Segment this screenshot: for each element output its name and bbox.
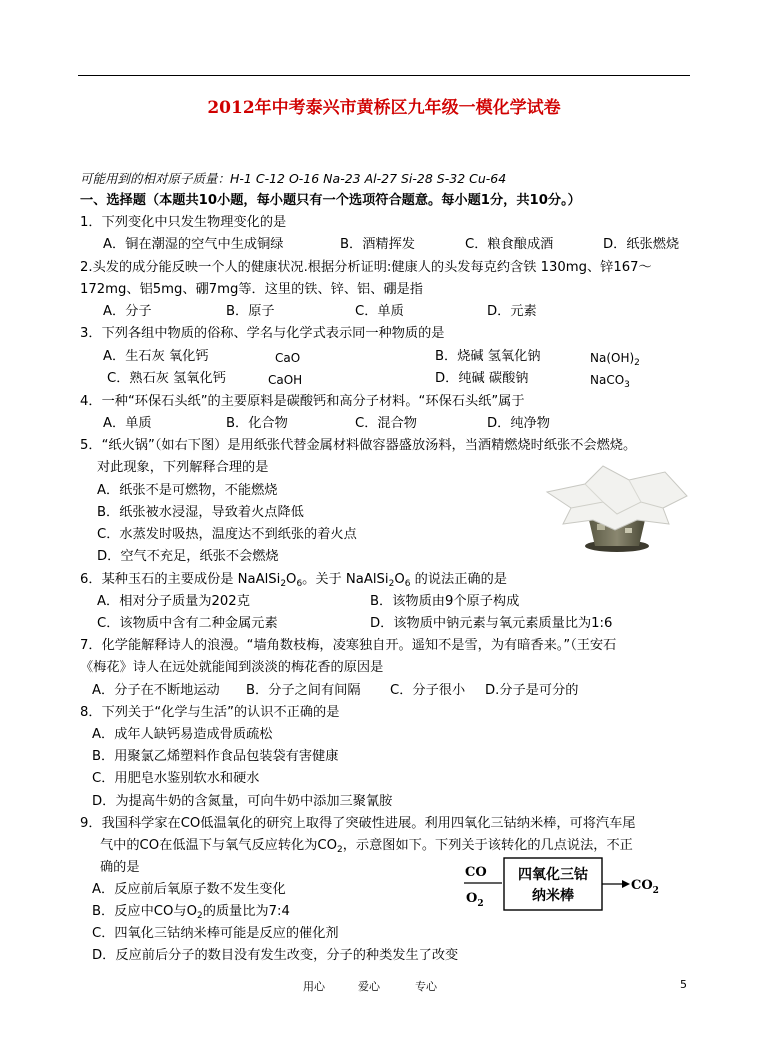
q3-option-d-formula: NaCO$_3$ [590,373,630,390]
q6-option-c: C．该物质中含有二种金属元素 [97,616,278,631]
q7-option-c: C．分子很小 [390,683,466,698]
q6-option-a: A．相对分子质量为202克 [97,594,250,609]
q2-option-d: D．元素 [487,304,537,319]
q5-option-d: D．空气不充足，纸张不会燃烧 [97,549,279,564]
q9-option-a: A．反应前后氧原子数不发生变化 [92,882,286,897]
reaction-diagram [462,856,694,918]
exam-title: 2012年中考泰兴市黄桥区九年级一模化学试卷 [207,98,561,118]
q8-option-a: A．成年人缺钙易造成骨质疏松 [92,727,273,742]
header-rule [78,75,690,76]
q5-option-c: C．水蒸发时吸热，温度达不到纸张的着火点 [97,527,357,542]
q9-line3: 确的是 [100,860,140,875]
q3-option-c: C．熟石灰 氢氧化钙 [107,371,226,386]
q8-option-d: D．为提高牛奶的含氮量，可向牛奶中添加三聚氰胺 [92,794,393,809]
q5-line1: 5．“纸火锅”（如右下图）是用纸张代替金属材料做容器盛放汤料，当酒精燃烧时纸张不会燃烧。 [80,438,637,453]
q2-option-a: A．分子 [103,304,152,319]
catalyst-label-2: 纳米棒 [532,888,574,904]
q1-stem: 1．下列变化中只发生物理变化的是 [80,215,287,230]
q3-stem: 3．下列各组中物质的俗称、学名与化学式表示同一种物质的是 [80,326,445,341]
q3-option-a-formula: CaO [275,351,301,365]
q7-line1: 7．化学能解释诗人的浪漫。“墙角数枝梅，凌寒独自开。遥知不是雪，为有暗香来。”（王安石 [80,638,617,653]
atomic-masses: 可能用到的相对原子质量：H-1 C-12 O-16 Na-23 Al-27 Si-28 S-32 Cu-64 [80,171,507,186]
q5-option-a: A．纸张不是可燃物，不能燃烧 [97,483,278,498]
footer-text-2: 爱心 [358,980,380,993]
q2-line2: 172mg、铝5mg、硼7mg等．这里的铁、锌、铝、硼是指 [80,282,423,297]
q3-option-c-formula: CaOH [268,373,303,387]
q9-line2: 气中的CO在低温下与氧气反应转化为$CO_2$，示意图如下。下列关于该转化的几点说法，不正 [100,838,633,855]
q9-line1: 9．我国科学家在CO低温氧化的研究上取得了突破性进展。利用四氧化三钴纳米棒，可将汽车尾 [80,816,636,831]
q4-option-b: B．化合物 [226,416,288,431]
footer-text-3: 专心 [415,980,437,993]
q5-line2: 对此现象，下列解释合理的是 [97,460,269,475]
q9-option-b: B．反应中CO与$O_2$的质量比为7:4 [92,904,290,921]
section-heading: 一、选择题（本题共10小题，每小题只有一个选项符合题意。每小题1分，共10分。） [80,193,581,208]
footer-text-1: 用心 [303,980,325,993]
q6-stem: 6．某种玉石的主要成份是 $NaAlSi_2O_6$。关于 $NaAlSi_2O_6$ 的说法正确的是 [80,572,507,589]
q4-stem: 4．一种“环保石头纸”的主要原料是碳酸钙和高分子材料。“环保石头纸”属于 [80,394,525,409]
q8-option-b: B．用聚氯乙烯塑料作食品包装袋有害健康 [92,749,339,764]
q7-line2: 《梅花》诗人在远处就能闻到淡淡的梅花香的原因是 [80,660,384,675]
q3-option-a: A．生石灰 氧化钙 [103,349,209,364]
q4-option-c: C．混合物 [355,416,417,431]
q7-option-a: A．分子在不断地运动 [92,683,220,698]
q5-option-b: B．纸张被水浸湿，导致着火点降低 [97,505,304,520]
reactant-o2: $O_2$ [466,891,484,909]
q1-option-c: C．粮食酿成酒 [465,237,554,252]
q9-option-c: C．四氧化三钴纳米棒可能是反应的催化剂 [92,926,339,941]
q7-option-b: B．分子之间有间隔 [246,683,361,698]
q8-stem: 8．下列关于“化学与生活”的认识不正确的是 [80,705,340,720]
q3-option-b-formula: $Na(OH)_2$ [590,351,640,368]
q1-option-a: A．铜在潮湿的空气中生成铜绿 [103,237,284,252]
catalyst-label-1: 四氧化三钴 [518,867,588,883]
q3-option-d: D．纯碱 碳酸钠 [435,371,529,386]
q2-option-b: B．原子 [226,304,275,319]
page-number: 5 [680,978,687,991]
q4-option-d: D．纯净物 [487,416,550,431]
q7-option-d: D.分子是可分的 [485,683,579,698]
q3-option-b: B．烧碱 氢氧化钠 [435,349,541,364]
q1-option-d: D．纸张燃烧 [603,237,680,252]
output-arrowhead [622,880,630,888]
q6-option-d: D．该物质中钠元素与氧元素质量比为1:6 [370,616,613,631]
q2-option-c: C．单质 [355,304,404,319]
q9-option-d: D．反应前后分子的数目没有发生改变，分子的种类发生了改变 [92,948,459,963]
q6-option-b: B．该物质由9个原子构成 [370,594,520,609]
q4-option-a: A．单质 [103,416,152,431]
q2-line1: 2.头发的成分能反映一个人的健康状况.根据分析证明:健康人的头发每克约含铁 130mg、锌167～ [80,260,652,275]
product-co2: $CO_2$ [631,878,659,896]
q8-option-c: C．用肥皂水鉴别软水和硬水 [92,771,260,786]
q1-option-b: B．酒精挥发 [340,237,415,252]
reactant-co: CO [465,865,487,880]
paper-hotpot-photo [545,462,688,554]
